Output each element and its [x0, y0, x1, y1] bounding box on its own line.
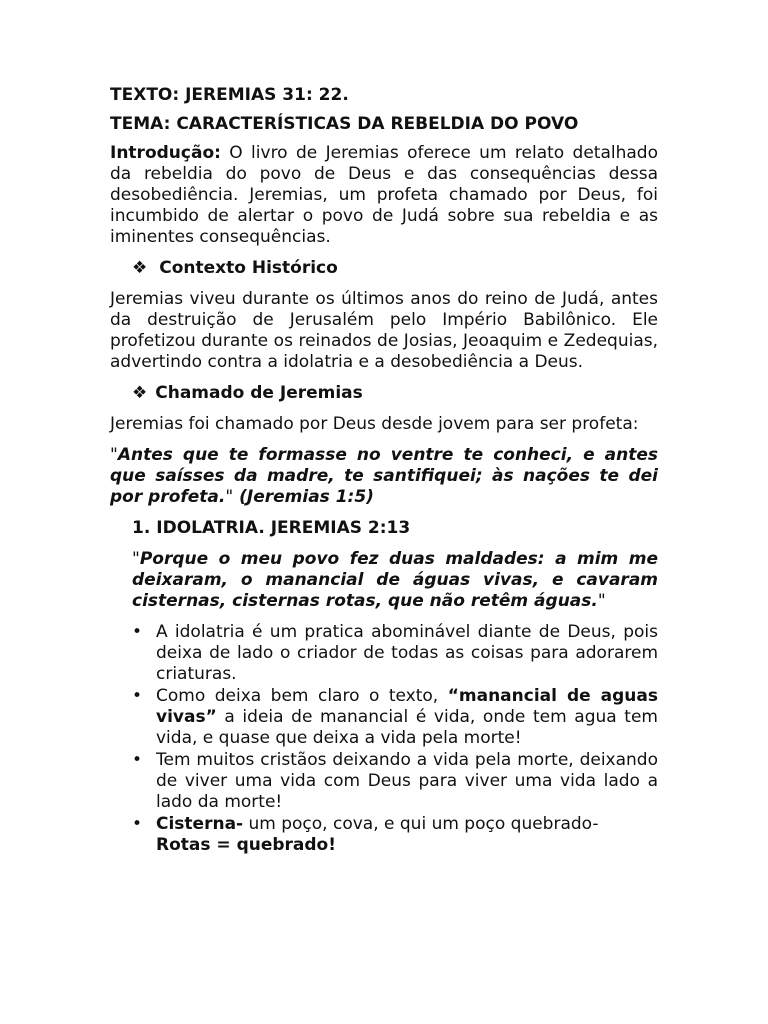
list-item-bold: Cisterna- [156, 814, 244, 834]
calling-paragraph: Jeremias foi chamado por Deus desde jovem para ser profeta: [110, 414, 639, 434]
quote-text: Antes que te formasse no ventre te conheci, e antes que saísses da madre, te santifiquei; às nações te dei por profeta. [110, 445, 658, 507]
diamond-bullet-icon: ❖ [132, 383, 148, 403]
list-item [110, 750, 658, 813]
list-number: 1. [132, 518, 151, 538]
section-heading-historical-context [132, 258, 658, 279]
idolatry-verse [132, 549, 658, 612]
list-item-text-post: um poço, cova, e qui um poço quebrado- [243, 814, 599, 834]
intro-text: O livro de Jeremias oferece um relato detalhado da rebeldia do povo de Deus e das consequências dessa desobediência. Jeremias, um profeta chamado por Deus, foi incumbido de alertar o povo de Judá sobre sua rebeldia e as iminentes consequências. [110, 143, 658, 247]
section-title: Chamado de Jeremias [155, 383, 363, 403]
calling-quote [110, 445, 658, 508]
section-title: Contexto Histórico [159, 258, 338, 278]
intro-label: Introdução: [110, 143, 221, 163]
idolatry-bullet-list [110, 622, 658, 856]
section-heading-calling [132, 383, 658, 404]
list-item-bold-2: Rotas = quebrado! [156, 835, 336, 855]
list-item [110, 686, 658, 749]
quote-close-mark: " [225, 487, 234, 507]
introduction-paragraph [110, 143, 658, 248]
verse-open-mark: " [132, 549, 140, 569]
list-item-text-post: a ideia de manancial é vida, onde tem agua tem vida, e quase que deixa a vida pela morte! [156, 707, 658, 748]
numbered-title: IDOLATRIA. JEREMIAS 2:13 [156, 518, 411, 538]
quote-reference: (Jeremias 1:5) [233, 487, 374, 507]
verse-close-mark: " [597, 591, 606, 611]
diamond-bullet-icon: ❖ [132, 258, 148, 278]
bullet-dot-icon: • [132, 686, 143, 706]
quote-open-mark: " [110, 445, 118, 465]
bullet-dot-icon: • [132, 750, 143, 770]
historical-context-paragraph: Jeremias viveu durante os últimos anos do reino de Judá, antes da destruição de Jerusalém pelo Império Babilônico. Ele profetizou durante os reinados de Josias, Jeoaquim e Zedequias, advertindo contra a idolatria e a desobediência a Deus. [110, 289, 658, 372]
verse-text: Porque o meu povo fez duas maldades: a mim me deixaram, o manancial de águas vivas, e cavaram cisternas, cisternas rotas, que não retêm águas. [132, 549, 658, 611]
theme-heading: TEMA: CARACTERÍSTICAS DA REBELDIA DO POVO [110, 114, 579, 134]
list-item-text-pre: Como deixa bem claro o texto, [156, 686, 448, 706]
list-item-bold: “manancial de aguas vivas” [156, 686, 659, 727]
bullet-dot-icon: • [132, 622, 143, 642]
list-item [110, 814, 658, 856]
document-page [110, 85, 658, 857]
list-item-text: A idolatria é um pratica abominável diante de Deus, pois deixa de lado o criador de todas as coisas para adorarem criaturas. [156, 622, 658, 684]
bullet-dot-icon: • [132, 814, 143, 834]
list-item [110, 622, 658, 685]
numbered-heading-idolatry [132, 518, 658, 539]
list-item-text: Tem muitos cristãos deixando a vida pela morte, deixando de viver uma vida com Deus para viver uma vida lado a lado da morte! [156, 750, 658, 812]
text-reference: TEXTO: JEREMIAS 31: 22. [110, 85, 349, 105]
